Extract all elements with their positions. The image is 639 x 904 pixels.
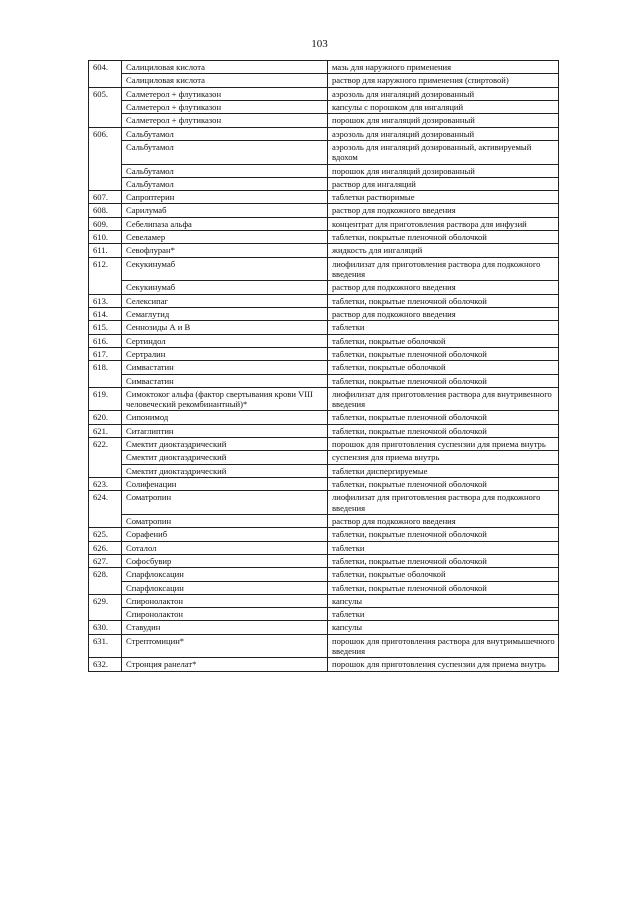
- table-row: [89, 451, 559, 464]
- row-number: 624.: [89, 491, 122, 515]
- dosage-form: порошок для приготовления суспензии для приема внутрь: [328, 658, 559, 671]
- row-number: 607.: [89, 191, 122, 204]
- drug-name: Сипонимод: [122, 411, 328, 424]
- row-number: [89, 74, 122, 87]
- drug-name: Симвастатин: [122, 374, 328, 387]
- row-number: 609.: [89, 217, 122, 230]
- drug-name: Сальбутамол: [122, 177, 328, 190]
- table-row: [89, 244, 559, 257]
- table-row: [89, 177, 559, 190]
- row-number: [89, 374, 122, 387]
- table-row: [89, 514, 559, 527]
- drug-name: Соматропин: [122, 514, 328, 527]
- row-number: 606.: [89, 127, 122, 140]
- table-row: [89, 554, 559, 567]
- table-row: [89, 634, 559, 658]
- dosage-form: таблетки, покрытые пленочной оболочкой: [328, 554, 559, 567]
- row-number: 613.: [89, 294, 122, 307]
- drug-name: Себелипаза альфа: [122, 217, 328, 230]
- drug-name: Сапроптерин: [122, 191, 328, 204]
- row-number: [89, 281, 122, 294]
- dosage-form: таблетки, покрытые оболочкой: [328, 568, 559, 581]
- table-row: [89, 231, 559, 244]
- drug-name: Селексипаг: [122, 294, 328, 307]
- drug-name: Симоктоког альфа (фактор свертывания крови VIII человеческий рекомбинантный)*: [122, 387, 328, 411]
- row-number: 612.: [89, 257, 122, 281]
- drug-name: Сарилумаб: [122, 204, 328, 217]
- dosage-form: капсулы: [328, 621, 559, 634]
- drug-name: Сальбутамол: [122, 140, 328, 164]
- dosage-form: таблетки: [328, 321, 559, 334]
- drug-name: Спарфлоксацин: [122, 581, 328, 594]
- table-row: [89, 204, 559, 217]
- row-number: [89, 608, 122, 621]
- dosage-form: таблетки: [328, 541, 559, 554]
- dosage-form: таблетки, покрытые пленочной оболочкой: [328, 528, 559, 541]
- dosage-form: таблетки, покрытые пленочной оболочкой: [328, 424, 559, 437]
- row-number: [89, 114, 122, 127]
- dosage-form: аэрозоль для ингаляций дозированный, активируемый вдохом: [328, 140, 559, 164]
- drug-name: Смектит диоктаэдрический: [122, 438, 328, 451]
- dosage-form: лиофилизат для приготовления раствора для подкожного введения: [328, 491, 559, 515]
- table-row: [89, 411, 559, 424]
- drug-name: Салметерол + флутиказон: [122, 100, 328, 113]
- dosage-form: порошок для приготовления раствора для внутримышечного введения: [328, 634, 559, 658]
- row-number: 605.: [89, 87, 122, 100]
- row-number: 604.: [89, 61, 122, 74]
- dosage-form: лиофилизат для приготовления раствора для подкожного введения: [328, 257, 559, 281]
- table-row: [89, 307, 559, 320]
- drug-name: Севеламер: [122, 231, 328, 244]
- table-row: [89, 334, 559, 347]
- row-number: 608.: [89, 204, 122, 217]
- dosage-form: раствор для наружного применения (спиртовой): [328, 74, 559, 87]
- table-row: [89, 528, 559, 541]
- dosage-form: суспензия для приема внутрь: [328, 451, 559, 464]
- dosage-form: аэрозоль для ингаляций дозированный: [328, 127, 559, 140]
- dosage-form: раствор для подкожного введения: [328, 514, 559, 527]
- table-row: [89, 594, 559, 607]
- dosage-form: аэрозоль для ингаляций дозированный: [328, 87, 559, 100]
- table-row: [89, 478, 559, 491]
- table-row: [89, 438, 559, 451]
- drug-name: Салметерол + флутиказон: [122, 87, 328, 100]
- row-number: 622.: [89, 438, 122, 451]
- table-row: [89, 217, 559, 230]
- row-number: 610.: [89, 231, 122, 244]
- row-number: 618.: [89, 361, 122, 374]
- row-number: 614.: [89, 307, 122, 320]
- drug-name: Секукинумаб: [122, 257, 328, 281]
- row-number: 627.: [89, 554, 122, 567]
- dosage-form: раствор для подкожного введения: [328, 204, 559, 217]
- drug-name: Ставудин: [122, 621, 328, 634]
- dosage-form: таблетки, покрытые пленочной оболочкой: [328, 581, 559, 594]
- dosage-form: таблетки растворимые: [328, 191, 559, 204]
- row-number: [89, 581, 122, 594]
- row-number: 621.: [89, 424, 122, 437]
- drug-name: Симвастатин: [122, 361, 328, 374]
- row-number: [89, 164, 122, 177]
- row-number: [89, 177, 122, 190]
- drug-name: Салициловая кислота: [122, 61, 328, 74]
- table-row: [89, 191, 559, 204]
- row-number: 623.: [89, 478, 122, 491]
- drug-name: Сертиндол: [122, 334, 328, 347]
- table-row: [89, 114, 559, 127]
- table-row: [89, 87, 559, 100]
- row-number: 620.: [89, 411, 122, 424]
- row-number: [89, 140, 122, 164]
- row-number: 630.: [89, 621, 122, 634]
- drug-name: Смектит диоктаэдрический: [122, 451, 328, 464]
- row-number: 615.: [89, 321, 122, 334]
- drug-name: Соматропин: [122, 491, 328, 515]
- table-row: [89, 621, 559, 634]
- table-row: [89, 361, 559, 374]
- dosage-form: таблетки, покрытые пленочной оболочкой: [328, 374, 559, 387]
- row-number: [89, 514, 122, 527]
- table-row: [89, 294, 559, 307]
- dosage-form: лиофилизат для приготовления раствора для внутривенного введения: [328, 387, 559, 411]
- drug-name: Софосбувир: [122, 554, 328, 567]
- table-row: [89, 581, 559, 594]
- table-row: [89, 568, 559, 581]
- row-number: 632.: [89, 658, 122, 671]
- drug-name: Ситаглиптин: [122, 424, 328, 437]
- table-row: [89, 100, 559, 113]
- drug-name: Сальбутамол: [122, 164, 328, 177]
- table-row: [89, 127, 559, 140]
- dosage-form: порошок для ингаляций дозированный: [328, 164, 559, 177]
- dosage-form: жидкость для ингаляций: [328, 244, 559, 257]
- row-number: 617.: [89, 347, 122, 360]
- dosage-form: мазь для наружного применения: [328, 61, 559, 74]
- row-number: 629.: [89, 594, 122, 607]
- drug-name: Спарфлоксацин: [122, 568, 328, 581]
- row-number: 628.: [89, 568, 122, 581]
- dosage-form: таблетки: [328, 608, 559, 621]
- dosage-form: концентрат для приготовления раствора для инфузий: [328, 217, 559, 230]
- drug-name: Салметерол + флутиказон: [122, 114, 328, 127]
- drug-name: Семаглутид: [122, 307, 328, 320]
- table-row: [89, 321, 559, 334]
- drug-name: Сорафениб: [122, 528, 328, 541]
- table-row: [89, 61, 559, 74]
- row-number: 616.: [89, 334, 122, 347]
- drug-name: Смектит диоктаэдрический: [122, 464, 328, 477]
- table-row: [89, 541, 559, 554]
- row-number: 626.: [89, 541, 122, 554]
- row-number: 631.: [89, 634, 122, 658]
- page-number: 103: [311, 38, 328, 50]
- dosage-form: раствор для подкожного введения: [328, 307, 559, 320]
- row-number: 611.: [89, 244, 122, 257]
- table-row: [89, 164, 559, 177]
- dosage-form: капсулы с порошком для ингаляций: [328, 100, 559, 113]
- table-row: [89, 464, 559, 477]
- dosage-form: порошок для ингаляций дозированный: [328, 114, 559, 127]
- dosage-form: таблетки, покрытые пленочной оболочкой: [328, 411, 559, 424]
- row-number: [89, 451, 122, 464]
- drug-name: Спиронолактон: [122, 594, 328, 607]
- table-row: [89, 347, 559, 360]
- dosage-form: капсулы: [328, 594, 559, 607]
- drug-name: Соталол: [122, 541, 328, 554]
- table-row: [89, 387, 559, 411]
- dosage-form: таблетки, покрытые пленочной оболочкой: [328, 294, 559, 307]
- dosage-form: таблетки, покрытые оболочкой: [328, 361, 559, 374]
- table-row: [89, 281, 559, 294]
- drug-name: Сертралин: [122, 347, 328, 360]
- drug-name: Сальбутамол: [122, 127, 328, 140]
- table-row: [89, 74, 559, 87]
- table-body: [89, 61, 559, 672]
- drug-name: Стрептомицин*: [122, 634, 328, 658]
- drug-name: Стронция ранелат*: [122, 658, 328, 671]
- row-number: [89, 100, 122, 113]
- dosage-form: раствор для ингаляций: [328, 177, 559, 190]
- drug-name: Спиронолактон: [122, 608, 328, 621]
- drug-name: Севофлуран*: [122, 244, 328, 257]
- drug-table: [88, 60, 559, 672]
- table-row: [89, 608, 559, 621]
- row-number: 625.: [89, 528, 122, 541]
- table-row: [89, 491, 559, 515]
- dosage-form: таблетки, покрытые пленочной оболочкой: [328, 231, 559, 244]
- dosage-form: таблетки диспергируемые: [328, 464, 559, 477]
- drug-name: Сеннозиды А и В: [122, 321, 328, 334]
- dosage-form: порошок для приготовления суспензии для приема внутрь: [328, 438, 559, 451]
- dosage-form: раствор для подкожного введения: [328, 281, 559, 294]
- row-number: [89, 464, 122, 477]
- table-row: [89, 374, 559, 387]
- dosage-form: таблетки, покрытые оболочкой: [328, 334, 559, 347]
- drug-name: Салициловая кислота: [122, 74, 328, 87]
- table-row: [89, 658, 559, 671]
- dosage-form: таблетки, покрытые пленочной оболочкой: [328, 347, 559, 360]
- dosage-form: таблетки, покрытые пленочной оболочкой: [328, 478, 559, 491]
- drug-name: Секукинумаб: [122, 281, 328, 294]
- drug-name: Солифенацин: [122, 478, 328, 491]
- row-number: 619.: [89, 387, 122, 411]
- table-row: [89, 257, 559, 281]
- table-row: [89, 140, 559, 164]
- table-row: [89, 424, 559, 437]
